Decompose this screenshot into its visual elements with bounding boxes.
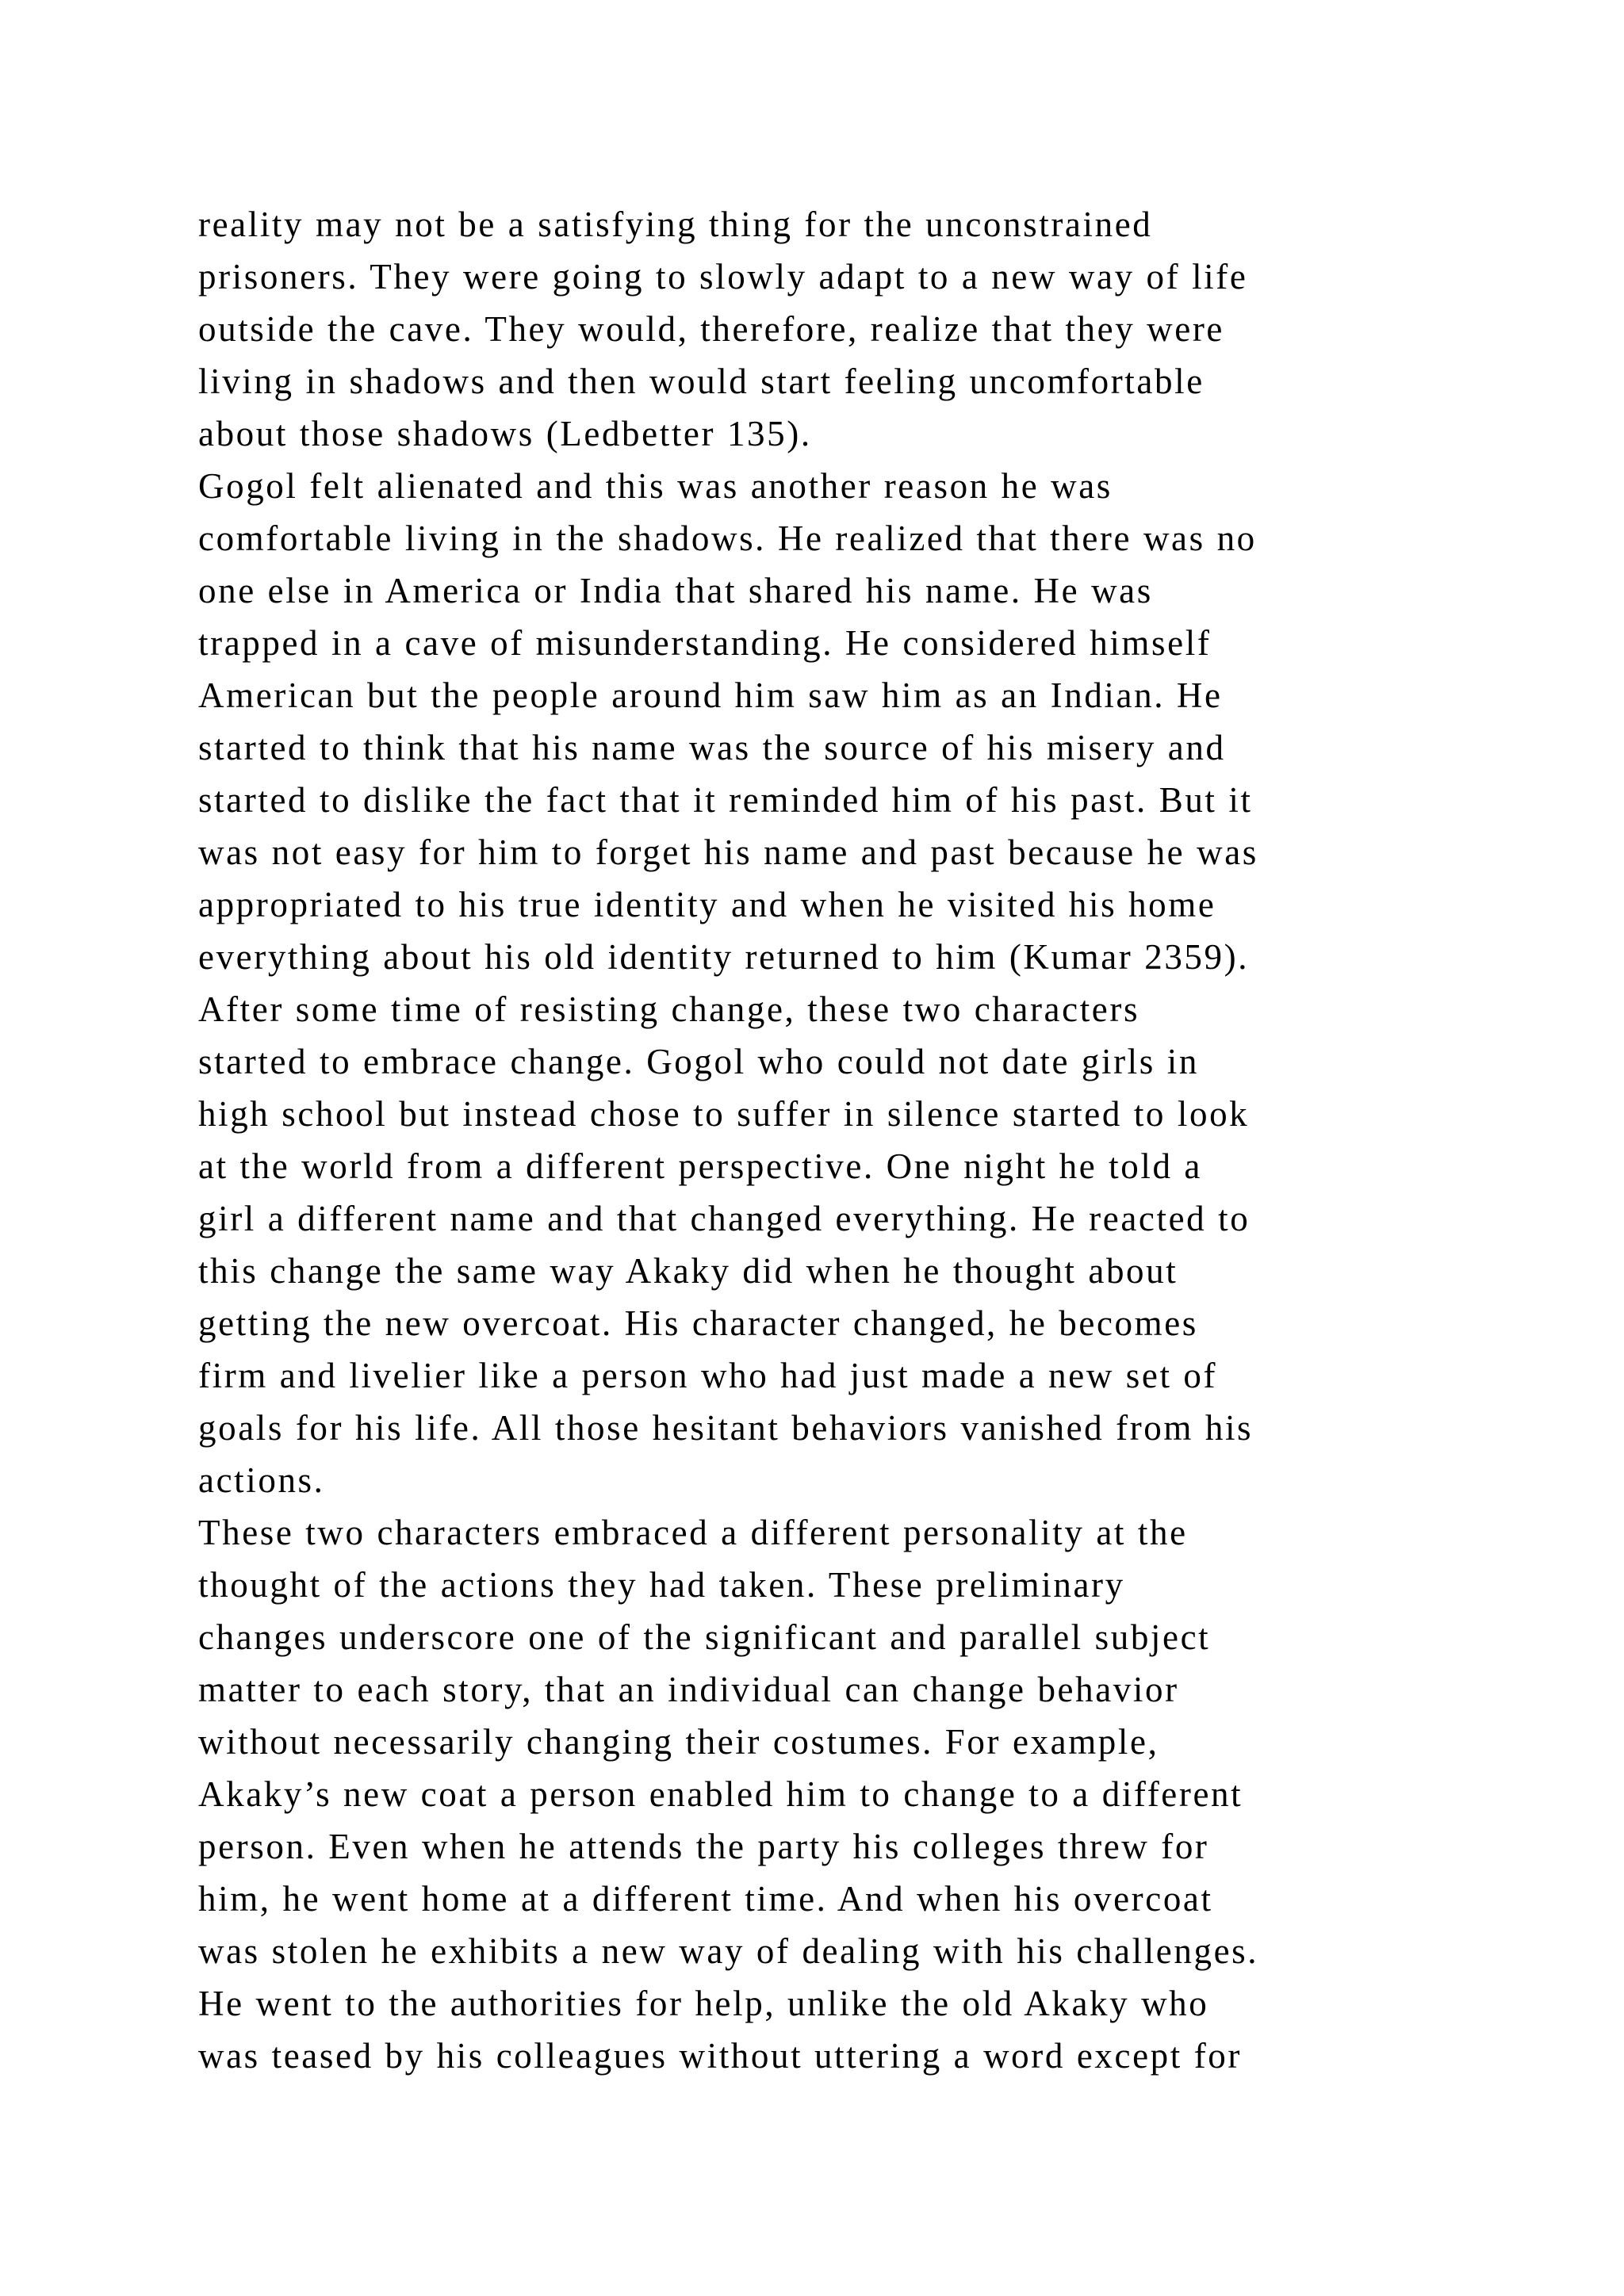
text-line: American but the people around him saw him as an Indian. He xyxy=(198,675,1223,715)
text-line: one else in America or India that shared his name. He was xyxy=(198,571,1153,610)
text-line: without necessarily changing their costumes. For example, xyxy=(198,1722,1159,1762)
text-line: Akaky’s new coat a person enabled him to change to a different xyxy=(198,1774,1243,1814)
text-line: about those shadows (Ledbetter 135). xyxy=(198,414,812,453)
text-line: outside the cave. They would, therefore, realize that they were xyxy=(198,309,1224,349)
text-line: actions. xyxy=(198,1460,325,1500)
text-line: him, he went home at a different time. And when his overcoat xyxy=(198,1879,1213,1919)
text-line: was teased by his colleagues without uttering a word except for xyxy=(198,2036,1242,2076)
text-line: reality may not be a satisfying thing for the unconstrained xyxy=(198,205,1153,244)
text-line: was stolen he exhibits a new way of dealing with his challenges. xyxy=(198,1931,1259,1971)
text-line: changes underscore one of the significant and parallel subject xyxy=(198,1617,1211,1657)
text-line: started to think that his name was the source of his misery and xyxy=(198,728,1226,767)
text-line: getting the new overcoat. His character changed, he becomes xyxy=(198,1303,1198,1343)
text-line: high school but instead chose to suffer in silence started to look xyxy=(198,1094,1250,1134)
text-line: prisoners. They were going to slowly adapt to a new way of life xyxy=(198,257,1248,297)
text-line: firm and livelier like a person who had just made a new set of xyxy=(198,1356,1218,1395)
text-line: comfortable living in the shadows. He realized that there was no xyxy=(198,519,1257,558)
text-line: started to embrace change. Gogol who could not date girls in xyxy=(198,1042,1199,1081)
text-line: He went to the authorities for help, unlike the old Akaky who xyxy=(198,1984,1209,2023)
text-line: These two characters embraced a different personality at the xyxy=(198,1513,1188,1552)
text-line: was not easy for him to forget his name and past because he was xyxy=(198,832,1258,872)
text-line: everything about his old identity returned to him (Kumar 2359). xyxy=(198,937,1250,977)
text-line: thought of the actions they had taken. These preliminary xyxy=(198,1565,1125,1605)
text-line: at the world from a different perspective. One night he told a xyxy=(198,1146,1202,1186)
text-line: started to dislike the fact that it reminded him of his past. But it xyxy=(198,780,1253,820)
text-line: living in shadows and then would start feeling uncomfortable xyxy=(198,362,1205,401)
text-line: person. Even when he attends the party his colleges threw for xyxy=(198,1827,1209,1866)
body-text xyxy=(198,198,1435,2082)
text-line: Gogol felt alienated and this was another reason he was xyxy=(198,466,1113,506)
text-line: trapped in a cave of misunderstanding. He considered himself xyxy=(198,623,1212,663)
text-line: girl a different name and that changed everything. He reacted to xyxy=(198,1199,1251,1238)
text-line: appropriated to his true identity and when he visited his home xyxy=(198,885,1216,924)
text-line: After some time of resisting change, these two characters xyxy=(198,989,1140,1029)
text-line: goals for his life. All those hesitant behaviors vanished from his xyxy=(198,1408,1254,1448)
text-line: this change the same way Akaky did when he thought about xyxy=(198,1251,1178,1291)
text-line: matter to each story, that an individual can change behavior xyxy=(198,1670,1179,1709)
